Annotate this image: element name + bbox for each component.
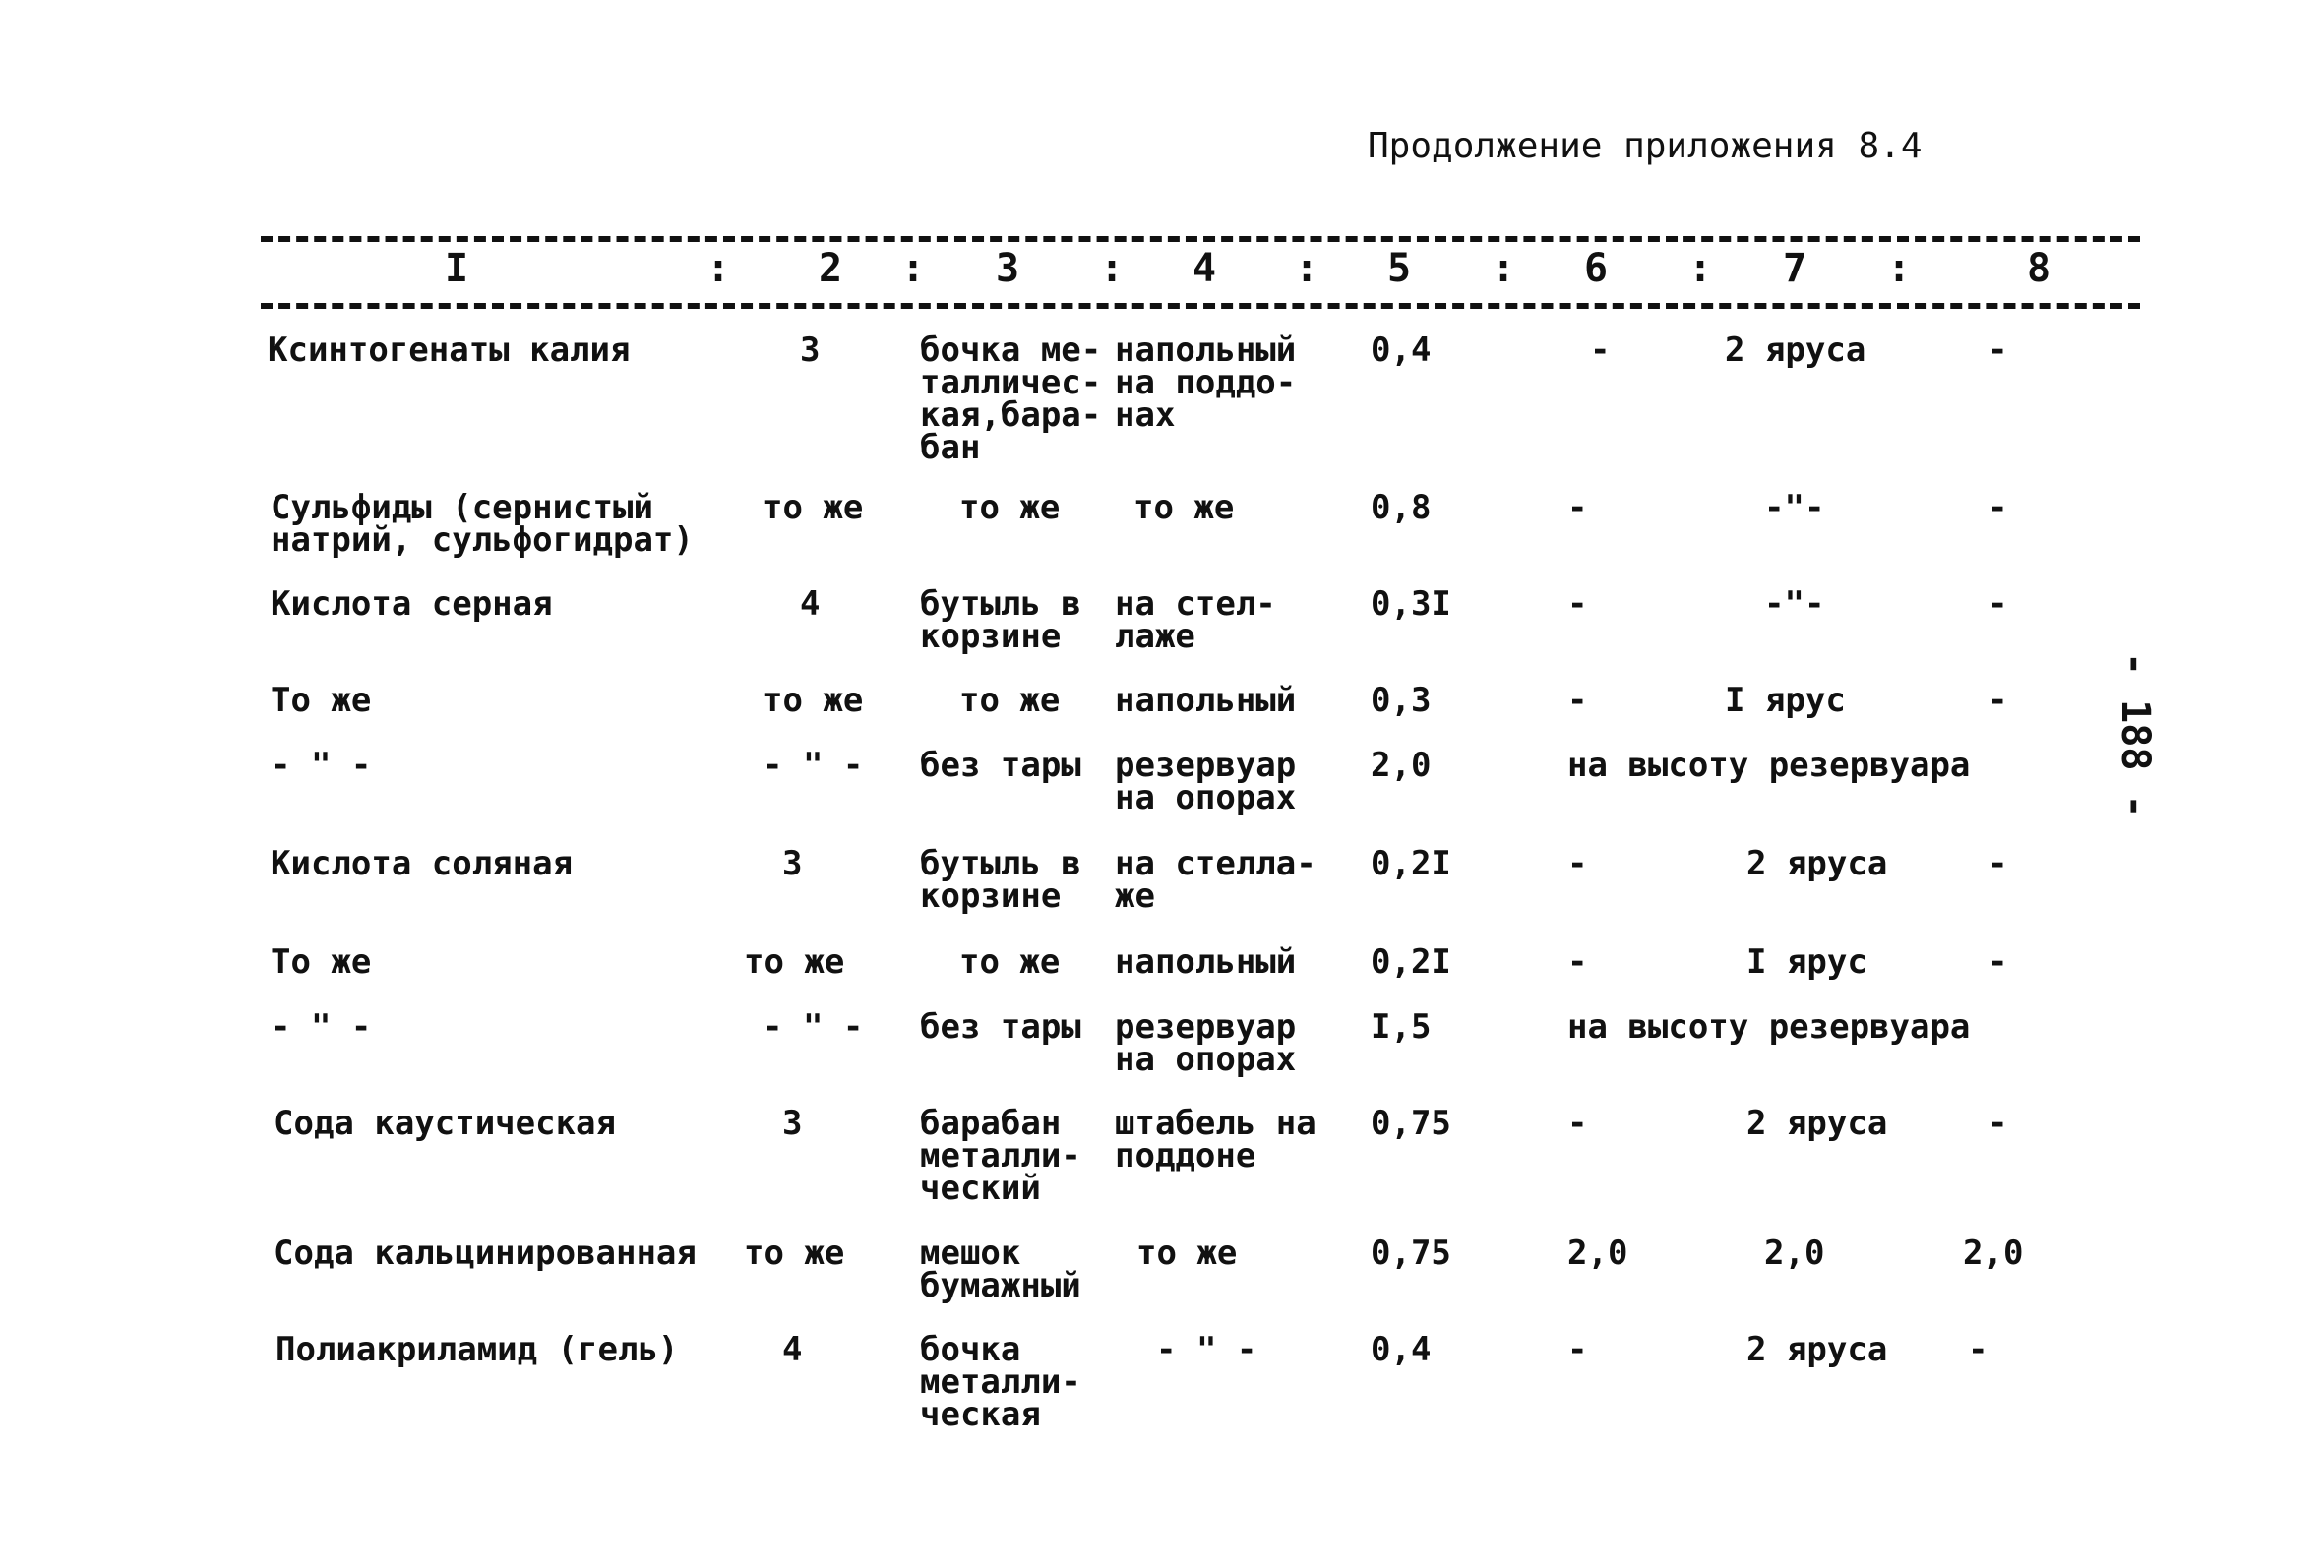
cell-col8: - [1988, 942, 2008, 982]
cell-col5: 0,75 [1371, 1104, 1451, 1143]
cell-col5: 0,3I [1371, 584, 1451, 624]
cell-col5: 2,0 [1371, 746, 1432, 785]
column-separator: : [901, 246, 926, 291]
cell-col8: - [1988, 844, 2008, 883]
cell-col8: - [1988, 584, 2008, 624]
cell-storage-method: на стел- лаже [1115, 584, 1276, 656]
cell-col5: 0,2I [1371, 942, 1451, 982]
cell-col8: - [1988, 681, 2008, 720]
cell-hazard-class: то же [763, 681, 864, 720]
cell-hazard-class: 3 [782, 1104, 803, 1143]
cell-container: без тары [920, 1007, 1081, 1047]
column-separator: : [706, 246, 731, 291]
column-header-8: 8 [2027, 246, 2051, 291]
cell-hazard-class: - " - [763, 746, 864, 785]
cell-col5: 0,3 [1371, 681, 1432, 720]
cell-col6: - [1590, 331, 1611, 370]
cell-container: бочка ме- талличес- кая,бара- бан [920, 331, 1102, 467]
cell-col8: - [1988, 488, 2008, 527]
cell-storage-method: - " - [1156, 1330, 1257, 1369]
cell-col6: - [1567, 488, 1588, 527]
column-separator: : [1887, 246, 1912, 291]
cell-col7: 2 яруса [1725, 331, 1866, 370]
column-header-2: 2 [819, 246, 843, 291]
cell-col8: - [1988, 1104, 2008, 1143]
cell-container: мешок бумажный [920, 1234, 1081, 1305]
cell-col5: 0,4 [1371, 331, 1432, 370]
cell-hazard-class: то же [744, 942, 845, 982]
cell-col8: 2,0 [1963, 1234, 2024, 1273]
cell-container: бутыль в корзине [920, 584, 1081, 656]
cell-container: то же [959, 488, 1061, 527]
cell-storage-method: резервуар на опорах [1115, 1007, 1297, 1079]
cell-col6: - [1567, 942, 1588, 982]
cell-hazard-class: то же [763, 488, 864, 527]
table-header-rule [261, 303, 2140, 309]
cell-col5: 0,8 [1371, 488, 1432, 527]
cell-col6: - [1567, 844, 1588, 883]
cell-col6: 2,0 [1567, 1234, 1628, 1273]
column-header-1: I [445, 246, 469, 291]
column-header-7: 7 [1783, 246, 1807, 291]
cell-container: барабан металли- ческий [920, 1104, 1081, 1208]
cell-substance: Сода кальцинированная [274, 1234, 697, 1273]
cell-hazard-class: - " - [763, 1007, 864, 1047]
cell-col5: 0,2I [1371, 844, 1451, 883]
cell-storage-method: то же [1133, 488, 1235, 527]
column-header-3: 3 [996, 246, 1020, 291]
cell-col6: - [1567, 681, 1588, 720]
cell-height-note: на высоту резервуара [1567, 746, 1971, 785]
cell-col7: 2 яруса [1746, 844, 1888, 883]
cell-storage-method: резервуар на опорах [1115, 746, 1297, 817]
cell-col6: - [1567, 1104, 1588, 1143]
cell-container: то же [959, 681, 1061, 720]
cell-col5: 0,4 [1371, 1330, 1432, 1369]
cell-substance: Кислота серная [271, 584, 553, 624]
column-separator: : [1492, 246, 1516, 291]
cell-container: бочка металли- ческая [920, 1330, 1081, 1434]
cell-container: то же [959, 942, 1061, 982]
cell-col7: 2 яруса [1746, 1330, 1888, 1369]
cell-storage-method: напольный на поддо- нах [1115, 331, 1297, 435]
cell-hazard-class: то же [744, 1234, 845, 1273]
table-header-row [0, 246, 2324, 295]
cell-col8: - [1988, 331, 2008, 370]
table-top-rule [261, 236, 2140, 242]
cell-col5: 0,75 [1371, 1234, 1451, 1273]
column-header-4: 4 [1193, 246, 1217, 291]
cell-substance: То же [271, 681, 372, 720]
cell-storage-method: напольный [1115, 681, 1297, 720]
cell-col5: I,5 [1371, 1007, 1432, 1047]
cell-hazard-class: 4 [800, 584, 821, 624]
cell-substance: - " - [271, 746, 372, 785]
cell-substance: То же [271, 942, 372, 982]
cell-storage-method: напольный [1115, 942, 1297, 982]
cell-substance: Полиакриламид (гель) [275, 1330, 679, 1369]
cell-storage-method: то же [1136, 1234, 1238, 1273]
cell-hazard-class: 4 [782, 1330, 803, 1369]
cell-storage-method: штабель на поддоне [1115, 1104, 1316, 1176]
cell-storage-method: на стелла- же [1115, 844, 1316, 916]
column-header-6: 6 [1584, 246, 1609, 291]
cell-height-note: на высоту резервуара [1567, 1007, 1971, 1047]
column-separator: : [1688, 246, 1713, 291]
page-number-text: - 188 - [2112, 652, 2158, 818]
cell-col6: - [1567, 584, 1588, 624]
cell-substance: Сода каустическая [274, 1104, 616, 1143]
cell-col6: - [1567, 1330, 1588, 1369]
cell-col7: I ярус [1725, 681, 1846, 720]
cell-col7: I ярус [1746, 942, 1867, 982]
cell-col7: -"- [1764, 488, 1825, 527]
cell-col8: - [1968, 1330, 1988, 1369]
cell-substance: Кислота соляная [271, 844, 574, 883]
cell-col7: -"- [1764, 584, 1825, 624]
column-separator: : [1295, 246, 1319, 291]
continuation-title: Продолжение приложения 8.4 [1368, 126, 1923, 166]
cell-col7: 2 яруса [1746, 1104, 1888, 1143]
cell-substance: Ксинтогенаты калия [268, 331, 631, 370]
page-number [2096, 649, 2174, 846]
column-header-5: 5 [1387, 246, 1412, 291]
cell-container: бутыль в корзине [920, 844, 1081, 916]
column-separator: : [1100, 246, 1125, 291]
cell-hazard-class: 3 [800, 331, 821, 370]
cell-col7: 2,0 [1764, 1234, 1825, 1273]
cell-substance: Сульфиды (сернистый натрий, сульфогидрат) [271, 488, 694, 560]
cell-substance: - " - [271, 1007, 372, 1047]
cell-hazard-class: 3 [782, 844, 803, 883]
cell-container: без тары [920, 746, 1081, 785]
